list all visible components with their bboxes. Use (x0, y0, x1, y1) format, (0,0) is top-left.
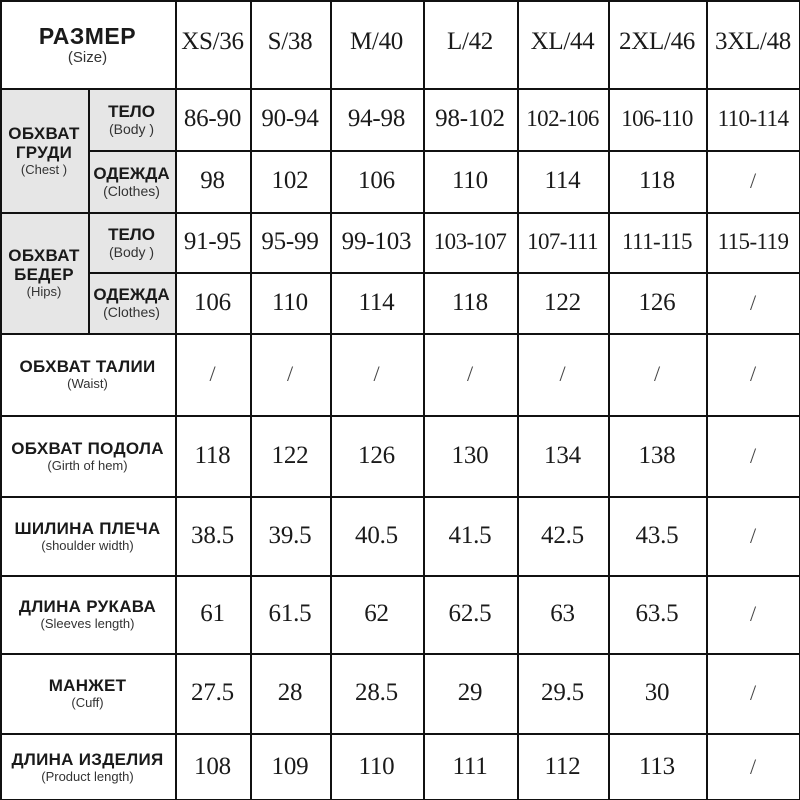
cell-value: 113 (639, 752, 675, 780)
table-cell (517, 653, 608, 733)
cell-value: 61 (200, 600, 225, 627)
size-title: РАЗМЕР (38, 22, 137, 49)
sub-label (88, 212, 175, 272)
table-cell (175, 653, 250, 733)
cell-value: 126 (638, 288, 676, 316)
table-cell (608, 212, 706, 272)
row-label-en: (Girth of hem) (47, 457, 128, 473)
cell-value: 134 (544, 441, 581, 469)
cell-value: 138 (638, 441, 676, 469)
cell-value: 86-90 (183, 105, 242, 132)
cell-value: 102-106 (526, 106, 599, 131)
table-cell (608, 653, 706, 733)
table-cell (330, 212, 423, 272)
cell-value: 126 (358, 441, 395, 469)
cell-value: 27.5 (191, 679, 234, 706)
cell-value: 62 (364, 600, 389, 627)
empty-value (706, 415, 800, 496)
size-column-header: 2XL/46 (619, 28, 695, 55)
empty-value (706, 150, 800, 212)
header-size-label (0, 0, 175, 88)
size-title-en: (Size) (67, 48, 108, 66)
empty-value (706, 333, 800, 415)
table-cell (423, 88, 517, 150)
table-cell (175, 212, 250, 272)
cell-value: 115-119 (717, 229, 789, 254)
cell-value: / (559, 361, 566, 386)
cell-value: 122 (544, 288, 581, 316)
group-label-ru: ГРУДИ (15, 142, 73, 162)
table-cell (250, 212, 330, 272)
cell-value: 108 (194, 752, 231, 780)
cell-value: 28 (277, 679, 303, 706)
size-column-header: 3XL/48 (715, 28, 791, 55)
cell-value: 62.5 (448, 600, 492, 627)
table-cell (423, 733, 517, 800)
cell-value: 29 (457, 679, 483, 706)
row-label-en: (Sleeves length) (40, 616, 135, 631)
table-cell (608, 733, 706, 800)
empty-value (608, 333, 706, 415)
cell-value: 109 (271, 752, 309, 780)
row-label (0, 653, 175, 733)
row-label-ru: ОБХВАТ ПОДОЛА (11, 438, 164, 458)
cell-value: / (749, 753, 757, 779)
group-label-ru: БЕДЕР (14, 265, 74, 284)
cell-value: 38.5 (191, 521, 234, 549)
table-cell (330, 415, 423, 496)
row-label-en: (Product length) (41, 768, 134, 784)
group-label (0, 212, 88, 333)
table-cell (250, 496, 330, 575)
cell-value: 114 (544, 167, 581, 194)
table-cell (423, 272, 517, 333)
table-cell (175, 415, 250, 496)
empty-value (706, 575, 800, 653)
row-label-ru: ШИЛИНА ПЛЕЧА (14, 518, 161, 538)
size-column-header: XL/44 (530, 28, 595, 55)
table-cell (517, 733, 608, 800)
cell-value: 103-107 (433, 229, 507, 254)
size-column-header: XS/36 (181, 28, 244, 55)
sub-label (88, 150, 175, 212)
table-cell (423, 653, 517, 733)
cell-value: 130 (451, 441, 489, 469)
table-cell (608, 272, 706, 333)
table-cell (517, 575, 608, 653)
table-cell (330, 733, 423, 800)
cell-value: 39.5 (268, 521, 312, 549)
row-label-ru: МАНЖЕТ (48, 676, 127, 695)
cell-value: 106 (194, 288, 231, 316)
empty-value (250, 333, 330, 415)
table-cell (175, 150, 250, 212)
group-label-en: (Hips) (26, 284, 62, 299)
cell-value: / (749, 680, 757, 705)
cell-value: 118 (194, 441, 231, 469)
table-cell (175, 496, 250, 575)
sub-label-en: (Clothes) (103, 182, 160, 199)
sub-label-en: (Body ) (108, 243, 155, 260)
group-label-ru: ОБХВАТ (8, 123, 80, 143)
cell-value: 111-115 (622, 229, 692, 254)
empty-value (330, 333, 423, 415)
cell-value: 63 (550, 600, 575, 627)
cell-value: / (209, 361, 216, 386)
row-label-en: (Cuff) (71, 695, 104, 710)
table-cell (330, 653, 423, 733)
cell-value: / (749, 361, 757, 386)
row-label-en: (Waist) (67, 376, 108, 391)
row-label-en: (shoulder width) (41, 537, 134, 553)
empty-value (423, 333, 517, 415)
row-label-ru: ДЛИНА РУКАВА (18, 597, 157, 616)
table-cell (250, 733, 330, 800)
table-cell (608, 496, 706, 575)
cell-value: / (653, 361, 661, 386)
table-cell (517, 496, 608, 575)
cell-value: 94-98 (347, 105, 406, 132)
table-cell (330, 496, 423, 575)
row-label (0, 575, 175, 653)
table-cell (517, 212, 608, 272)
table-cell (175, 575, 250, 653)
cell-value: 90-94 (261, 105, 319, 132)
cell-value: 106-110 (621, 106, 693, 131)
group-label (0, 88, 88, 212)
size-column-header: M/40 (350, 28, 403, 55)
table-cell (423, 496, 517, 575)
cell-value: / (749, 168, 757, 193)
size-column-header: S/38 (267, 28, 313, 55)
cell-value: 107-111 (527, 229, 598, 254)
table-cell (423, 575, 517, 653)
table-cell (608, 88, 706, 150)
cell-value: 98-102 (435, 105, 505, 132)
cell-value: 112 (544, 752, 581, 780)
table-cell (423, 150, 517, 212)
table-cell (330, 272, 423, 333)
empty-value (517, 333, 608, 415)
cell-value: 102 (271, 167, 309, 194)
table-cell (608, 150, 706, 212)
cell-value: / (286, 361, 294, 386)
table-cell (517, 415, 608, 496)
empty-value (706, 496, 800, 575)
empty-value (706, 272, 800, 333)
table-cell (330, 150, 423, 212)
cell-value: 106 (358, 167, 395, 194)
cell-value: 99-103 (341, 228, 412, 255)
cell-value: 43.5 (635, 521, 679, 549)
cell-value: 29.5 (541, 679, 584, 706)
cell-value: / (749, 601, 757, 626)
sub-label-ru: ТЕЛО (108, 101, 155, 121)
cell-value: 110 (452, 167, 488, 194)
cell-value: 110 (272, 288, 308, 316)
sub-label-ru: ОДЕЖДА (93, 285, 170, 304)
table-cell (330, 575, 423, 653)
cell-value: 61.5 (268, 600, 312, 627)
group-label-ru: ОБХВАТ (8, 246, 80, 265)
row-label (0, 415, 175, 496)
sub-label (88, 88, 175, 150)
cell-value: / (466, 361, 474, 386)
cell-value: / (749, 442, 757, 468)
table-cell (250, 150, 330, 212)
table-cell (175, 88, 250, 150)
table-cell (517, 88, 608, 150)
row-label-ru: ОБХВАТ ТАЛИИ (19, 357, 156, 376)
sub-label-en: (Clothes) (103, 304, 160, 320)
table-cell (330, 88, 423, 150)
cell-value: 63.5 (635, 600, 679, 627)
cell-value: / (749, 522, 757, 548)
cell-value: 28.5 (355, 679, 398, 706)
table-cell (423, 415, 517, 496)
cell-value: 118 (639, 167, 675, 194)
cell-value: 118 (452, 288, 488, 316)
table-cell (706, 212, 800, 272)
table-cell (423, 212, 517, 272)
cell-value: / (749, 289, 757, 315)
cell-value: 42.5 (541, 521, 584, 549)
table-cell (250, 575, 330, 653)
table-cell (517, 272, 608, 333)
cell-value: 41.5 (448, 521, 492, 549)
table-cell (175, 272, 250, 333)
row-label-ru: ДЛИНА ИЗДЕЛИЯ (11, 749, 164, 769)
table-cell (706, 88, 800, 150)
table-cell (250, 272, 330, 333)
table-cell (517, 150, 608, 212)
cell-value: 40.5 (355, 521, 398, 549)
row-label (0, 496, 175, 575)
cell-value: 30 (644, 679, 670, 706)
cell-value: 122 (271, 441, 309, 469)
size-column-header: L/42 (446, 28, 494, 55)
table-cell (608, 575, 706, 653)
cell-value: 111 (452, 752, 488, 780)
group-label-en: (Chest ) (20, 161, 68, 177)
cell-value: 110 (358, 752, 395, 780)
cell-value: / (373, 361, 380, 386)
sub-label-ru: ОДЕЖДА (93, 163, 170, 183)
row-label (0, 333, 175, 415)
cell-value: 110-114 (717, 106, 789, 131)
cell-value: 114 (358, 288, 395, 316)
sub-label-ru: ТЕЛО (108, 224, 155, 244)
table-cell (250, 88, 330, 150)
table-cell (250, 653, 330, 733)
empty-value (706, 733, 800, 800)
empty-value (175, 333, 250, 415)
row-label (0, 733, 175, 800)
table-cell (608, 415, 706, 496)
cell-value: 95-99 (261, 228, 319, 255)
sub-label (88, 272, 175, 333)
sub-label-en: (Body ) (108, 120, 155, 137)
table-cell (250, 415, 330, 496)
cell-value: 91-95 (183, 228, 242, 255)
table-cell (175, 733, 250, 800)
cell-value: 98 (200, 167, 225, 194)
empty-value (706, 653, 800, 733)
